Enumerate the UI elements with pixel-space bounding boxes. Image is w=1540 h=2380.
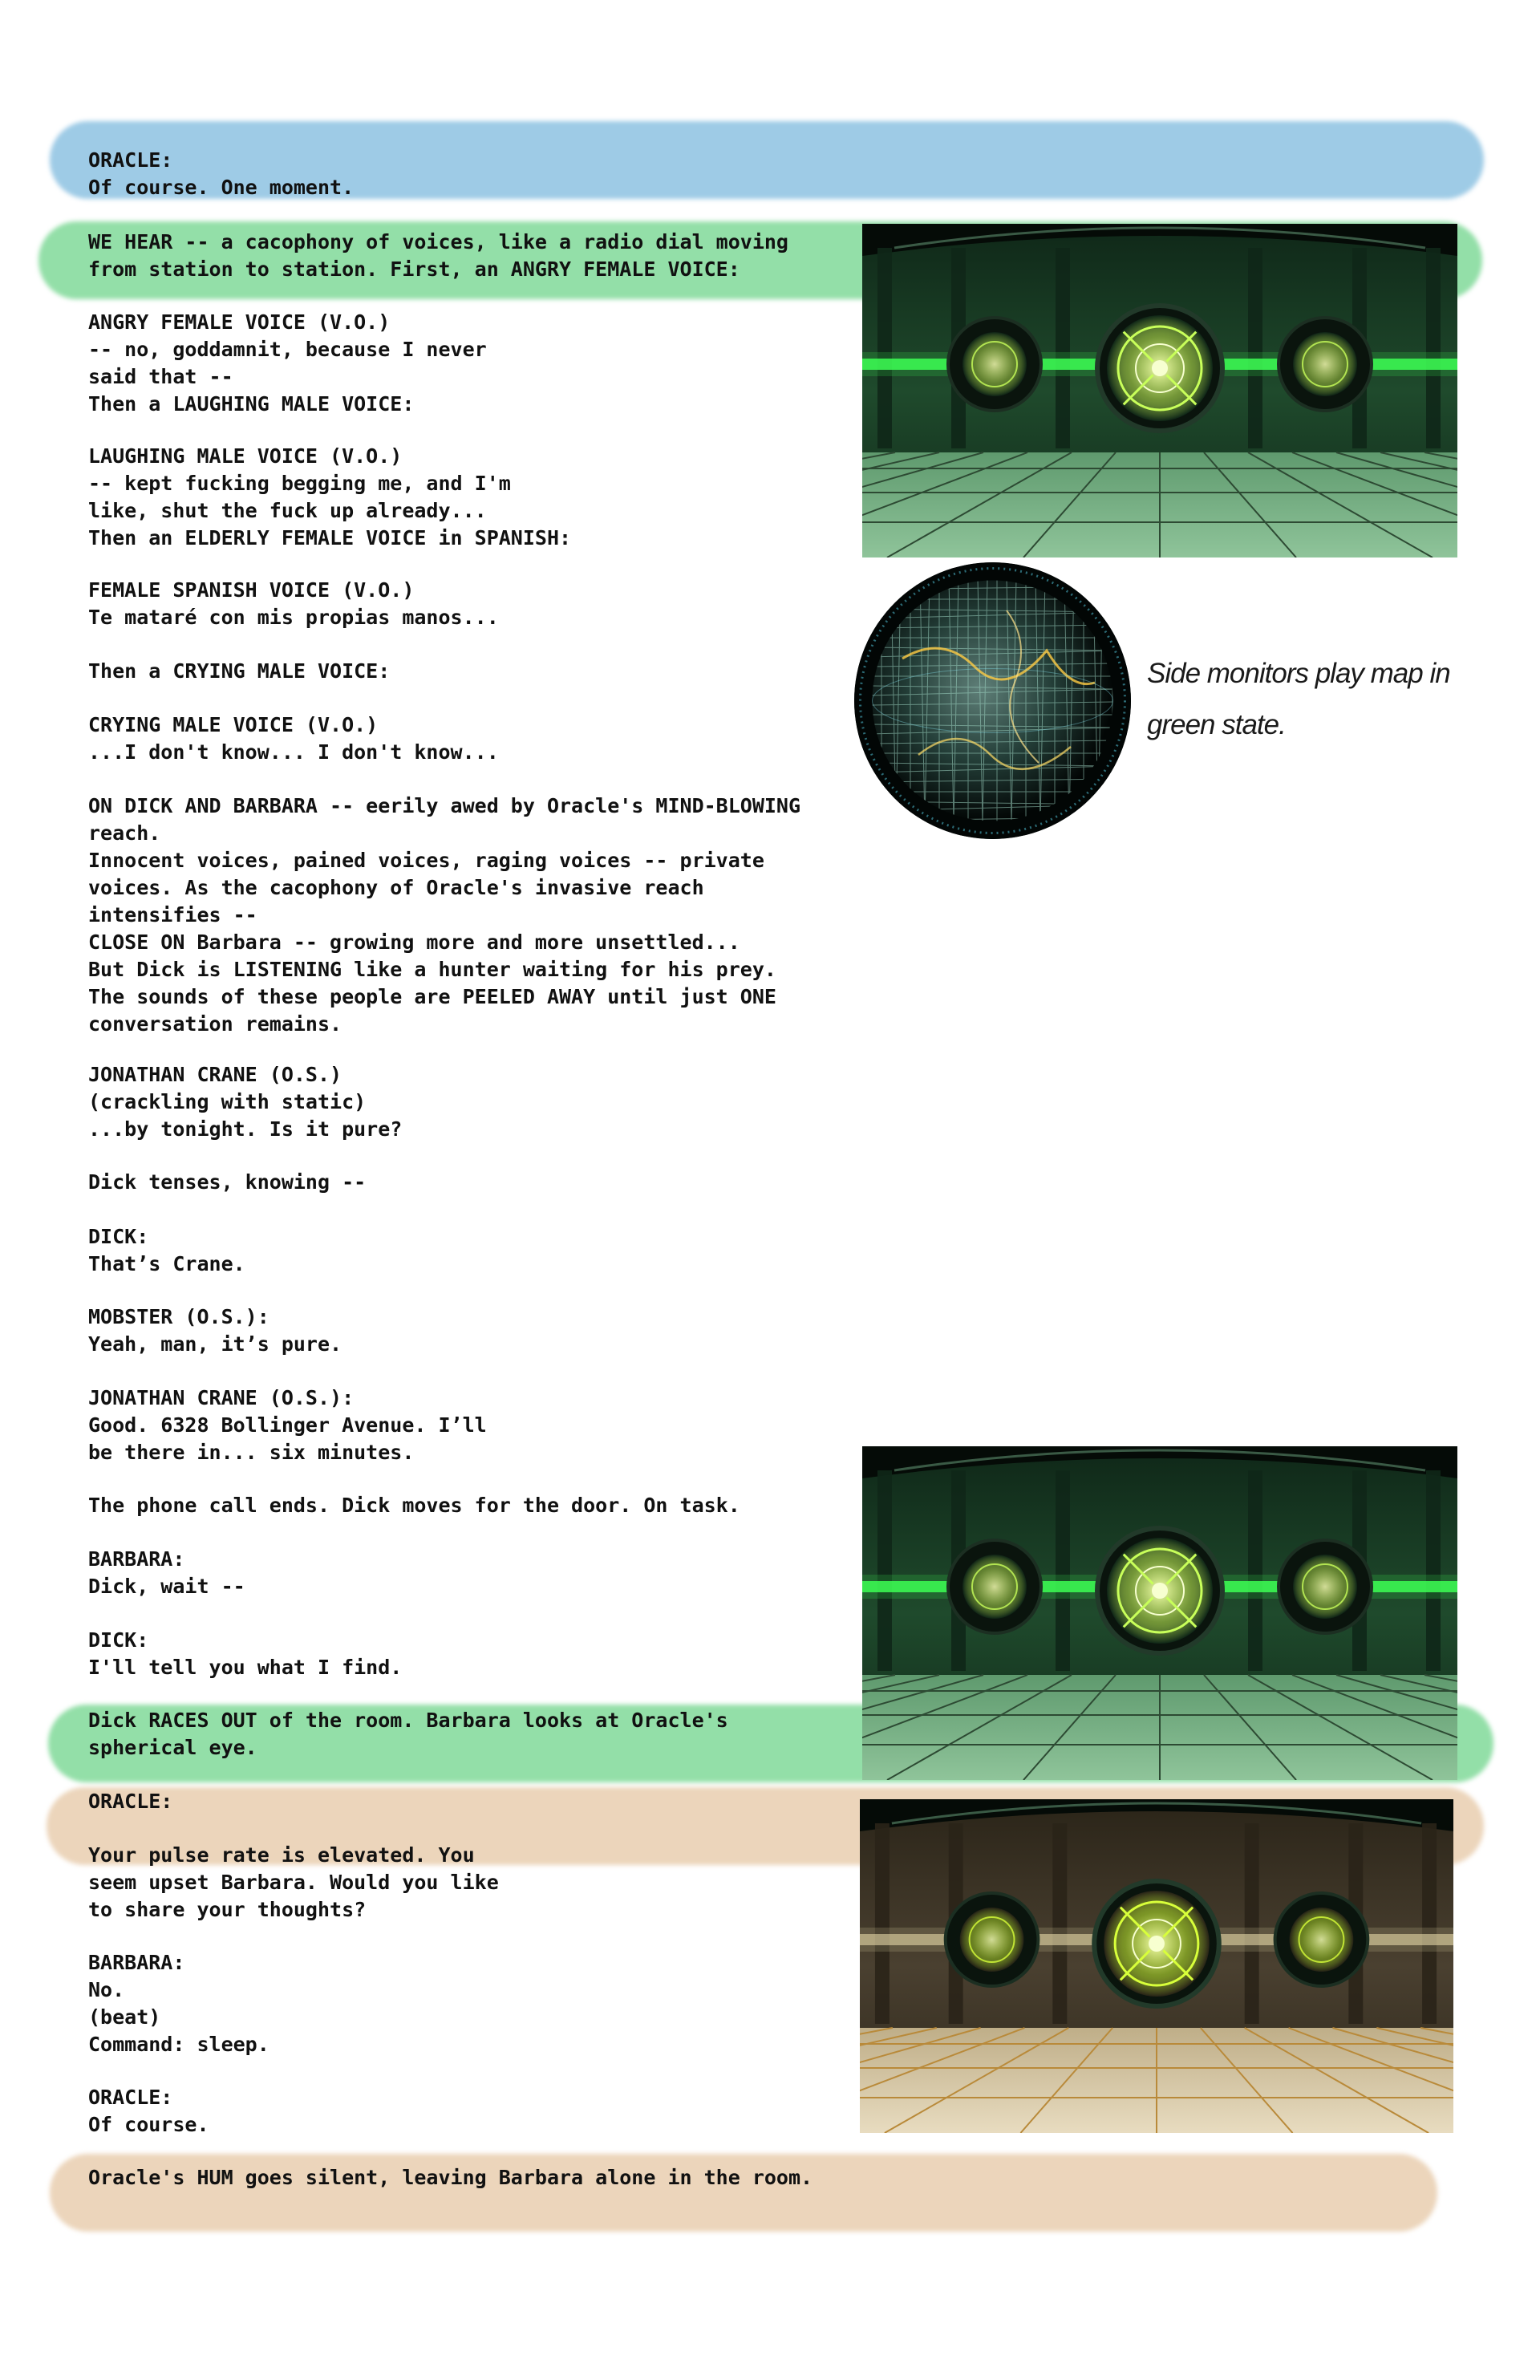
script-line: Dick tenses, knowing -- (88, 1170, 367, 1194)
script-line: conversation remains. (88, 1012, 342, 1036)
script-line: ...by tonight. Is it pure? (88, 1117, 403, 1141)
oracle-room-green-panel (862, 224, 1457, 557)
script-line: LAUGHING MALE VOICE (V.O.) (88, 444, 403, 468)
script-line: Te mataré con mis propias manos... (88, 606, 499, 629)
script-line: JONATHAN CRANE (O.S.): (88, 1386, 355, 1409)
script-line: Then an ELDERLY FEMALE VOICE in SPANISH: (88, 526, 572, 549)
script-line: But Dick is LISTENING like a hunter waiting for his prey. (88, 958, 776, 981)
script-line: No. (88, 1978, 125, 2001)
script-line: ORACLE: (88, 148, 173, 172)
script-line: That’s Crane. (88, 1252, 245, 1275)
green-room-graphic (862, 1446, 1457, 1780)
dialogue-block (88, 577, 499, 631)
script-line: ON DICK AND BARBARA -- eerily awed by Oracle's MIND-BLOWING (88, 794, 801, 817)
script-line: said that -- (88, 365, 233, 388)
script-line: Then a CRYING MALE VOICE: (88, 659, 391, 683)
script-line: intensifies -- (88, 903, 257, 926)
script-line: voices. As the cacophony of Oracle's invasive reach (88, 876, 704, 899)
script-line: BARBARA: (88, 1547, 185, 1571)
dialogue-block (88, 1949, 270, 2058)
oracle-room-green-panel (862, 1446, 1457, 1780)
script-line: FEMALE SPANISH VOICE (V.O.) (88, 578, 415, 602)
script-line: I'll tell you what I find. (88, 1656, 403, 1679)
oracle-line (88, 1788, 172, 1815)
side-note-line: Side monitors play map in (1147, 658, 1450, 689)
script-line: to share your thoughts? (88, 1898, 367, 1921)
city-map-sphere-graphic (854, 562, 1131, 839)
script-line: reach. (88, 821, 161, 845)
script-line: ORACLE: (88, 1790, 173, 1813)
script-line: Dick, wait -- (88, 1575, 245, 1598)
script-line: like, shut the fuck up already... (88, 499, 487, 522)
script-line: Of course. (88, 2113, 209, 2136)
dialogue-block (88, 1546, 245, 1600)
script-line: CRYING MALE VOICE (V.O.) (88, 713, 379, 736)
dialogue-block (88, 1627, 402, 1681)
script-line: Good. 6328 Bollinger Avenue. I’ll (88, 1413, 487, 1437)
dialogue-block (88, 1842, 499, 1924)
script-line: JONATHAN CRANE (O.S.) (88, 1063, 342, 1086)
dialogue-block (88, 1385, 487, 1466)
dialogue-block (88, 1061, 402, 1143)
action-line (88, 1169, 366, 1196)
script-line: seem upset Barbara. Would you like (88, 1871, 499, 1894)
script-line: Dick RACES OUT of the room. Barbara looks at Oracle's (88, 1709, 728, 1732)
script-line: from station to station. First, an ANGRY FEMALE VOICE: (88, 257, 740, 281)
script-line: CLOSE ON Barbara -- growing more and more unsettled... (88, 931, 740, 954)
dialogue-block (88, 2084, 209, 2139)
side-note (1147, 648, 1468, 751)
script-line: Command: sleep. (88, 2033, 270, 2056)
script-line: ...I don't know... I don't know... (88, 740, 499, 764)
dialogue-block (88, 443, 571, 552)
action-line (88, 1492, 740, 1519)
action-line (88, 658, 390, 685)
script-line: Yeah, man, it’s pure. (88, 1332, 342, 1356)
action-line (88, 229, 788, 283)
script-line: WE HEAR -- a cacophony of voices, like a radio dial moving (88, 230, 788, 253)
script-line: ANGRY FEMALE VOICE (V.O.) (88, 310, 391, 334)
brown-room-graphic (860, 1799, 1453, 2133)
script-line: spherical eye. (88, 1736, 257, 1759)
script-line: Of course. One moment. (88, 176, 355, 199)
oracle-line (88, 147, 354, 201)
script-line: DICK: (88, 1225, 149, 1248)
script-line: -- kept fucking begging me, and I'm (88, 472, 511, 495)
script-line: Innocent voices, pained voices, raging voices -- private (88, 849, 764, 872)
script-line: (beat) (88, 2005, 161, 2029)
script-line: The sounds of these people are PEELED AWAY until just ONE (88, 985, 776, 1008)
dialogue-block (88, 1304, 342, 1358)
dialogue-block (88, 1223, 245, 1278)
script-line: Oracle's HUM goes silent, leaving Barbara alone in the room. (88, 2166, 813, 2189)
dialogue-block (88, 712, 499, 766)
script-line: DICK: (88, 1628, 149, 1652)
script-line: be there in... six minutes. (88, 1441, 415, 1464)
script-line: The phone call ends. Dick moves for the door. On task. (88, 1494, 740, 1517)
action-block (88, 793, 800, 1038)
action-line (88, 1707, 728, 1762)
oracle-room-brown-panel (860, 1799, 1453, 2133)
green-room-graphic (862, 224, 1457, 557)
action-line (88, 2164, 813, 2191)
script-line: Then a LAUGHING MALE VOICE: (88, 392, 415, 416)
script-line: MOBSTER (O.S.): (88, 1305, 270, 1328)
city-map-sphere (854, 562, 1131, 839)
side-note-line: green state. (1147, 709, 1286, 740)
dialogue-block (88, 309, 487, 418)
script-line: (crackling with static) (88, 1090, 367, 1113)
script-line: ORACLE: (88, 2086, 173, 2109)
script-line: Your pulse rate is elevated. You (88, 1843, 475, 1867)
script-line: -- no, goddamnit, because I never (88, 338, 487, 361)
script-line: BARBARA: (88, 1951, 185, 1974)
